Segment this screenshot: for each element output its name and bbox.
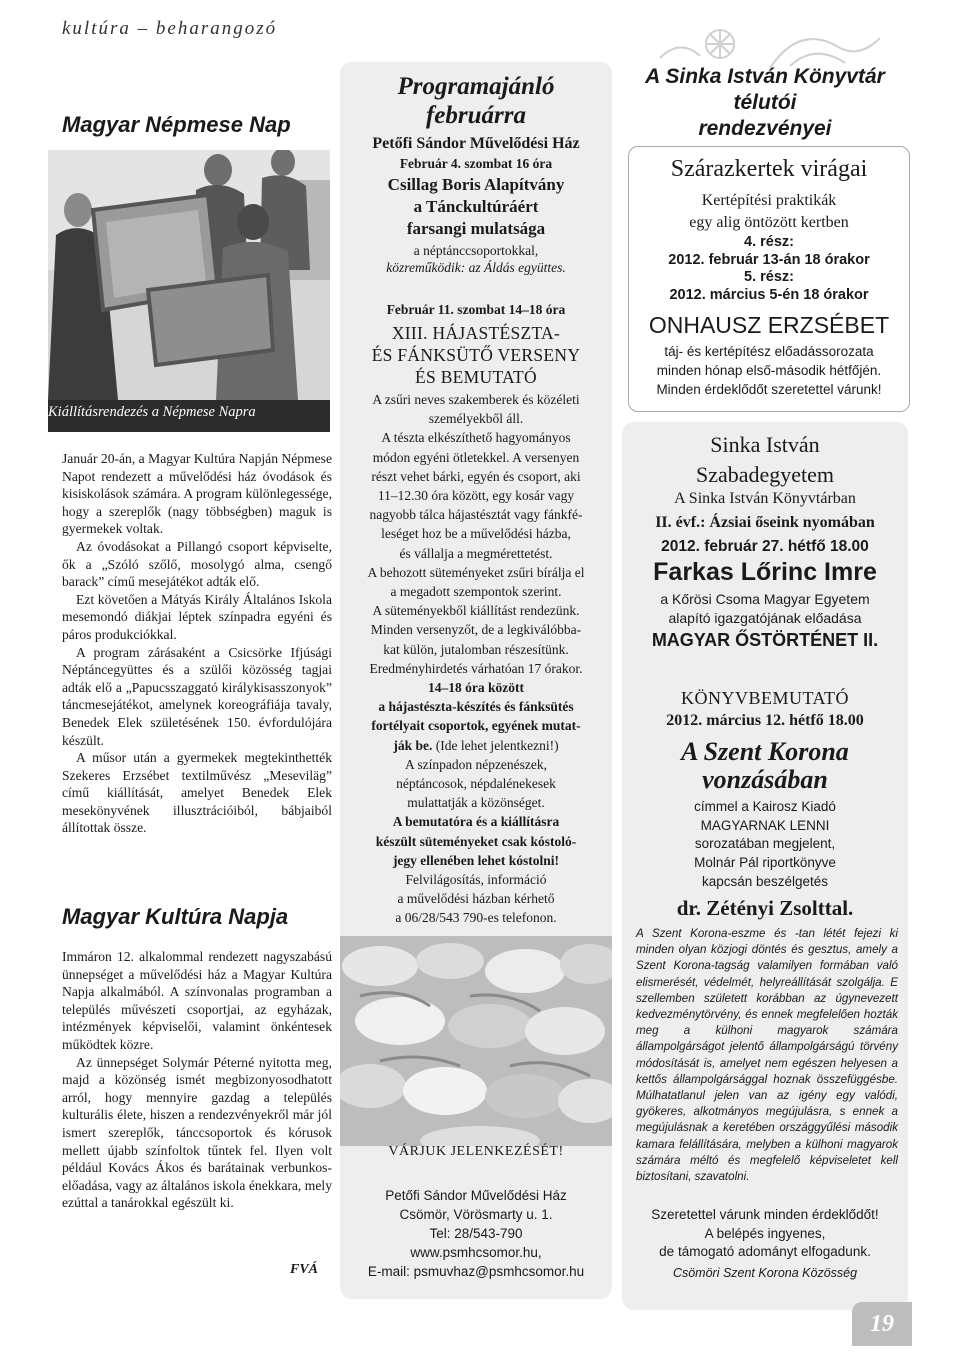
desc-line: táj- és kertépítész előadássorozata <box>664 344 874 359</box>
title-line: vonzásában <box>702 765 828 794</box>
free-university-course: II. évf.: Ázsiai őseink nyomában <box>655 514 875 531</box>
garden-lecture-title: Szárazkertek virágai <box>670 156 868 182</box>
title-line: A Szent Korona <box>681 737 849 766</box>
sub-line: egy alig öntözött kertben <box>689 214 849 231</box>
call-to-action: VÁRJUK JELENKEZÉSÉT! <box>388 1144 564 1159</box>
garden-lecture-sub <box>628 190 910 234</box>
photo-pastries <box>340 936 612 1146</box>
body-line: személyekből áll. <box>428 411 524 427</box>
desc-line: Minden érdeklődőt szeretettel várunk! <box>656 382 882 397</box>
photo-exhibition <box>48 150 330 432</box>
event2-title <box>340 322 612 388</box>
body-line: részt vehet bárki, egyén és csoport, aki <box>371 468 581 484</box>
body-line: mulattatják a közönséget. <box>407 795 545 811</box>
body-line: fortélyait csoportok, egyének mutat- <box>371 718 581 734</box>
body-line: A zsűri neves szakemberek és közéleti <box>372 392 580 407</box>
body-line: néptáncosok, népdalénekesek <box>396 776 556 792</box>
closing <box>622 1206 908 1262</box>
title-line: XIII. HÁJASTÉSZTA- <box>391 323 561 343</box>
body-line: 11–12.30 óra között, egy kosár vagy <box>377 488 575 504</box>
library-title <box>622 64 908 142</box>
garden-lecture-desc <box>628 342 910 399</box>
contact-line: Tel: 28/543-790 <box>429 1226 523 1241</box>
paragraph: Immáron 12. alkalommal rendezett nagyszabású ünnepséget a művelődési ház a Magyar Kultúra Napja alkalmából. A színvonalas programban a település művészeti csoportjai, az egyházak, intézmények képviselői, valamint önkéntesek működtek közre. <box>62 949 332 1052</box>
body-line: nagyobb tálca hájastésztát vagy fánkfé- <box>369 507 583 523</box>
garden-lecture-speaker: ONHAUSZ ERZSÉBET <box>648 312 890 338</box>
body-line: Minden versenyzőt, de a legkiválóbba- <box>370 622 582 638</box>
desc-line: a Kőrösi Csoma Magyar Egyetem <box>660 591 870 607</box>
book-guest: dr. Zétényi Zsolttal. <box>676 896 854 920</box>
desc-line: sorozatában megjelent, <box>694 836 836 852</box>
body-line: A tészta elkészíthető hagyományos <box>381 430 571 446</box>
event2-date: Február 11. szombat 14–18 óra <box>386 302 566 317</box>
paragraph: A program zárásaként a Csicsörke Ifjúsági Néptáncegyüttes és a szülői közösség tagjai adták elő a „Papucsszaggató királykisasszonyok” táncmesejátékot, amelynek koreográfiája tavaly, Benedek Elek születésének 150. évfordulójára készült. <box>62 644 332 748</box>
pastries-image <box>340 936 612 1146</box>
title-line: Szabadegyetem <box>695 462 835 487</box>
free-university-speaker: Farkas Lőrinc Imre <box>653 558 877 586</box>
page-number: 19 <box>852 1302 912 1346</box>
photo-caption: Kiállításrendezés a Népmese Napra <box>48 404 256 420</box>
paragraph: Január 20-án, a Magyar Kultúra Napján Népmese Napot rendezett a művelődési ház óvodások és kisiskolások számára. A program különlegessége, hogy a szereplők (nagy többségben) maguk is gyermekek voltak. <box>62 451 332 537</box>
date-line: 5. rész: <box>744 269 794 285</box>
title-line: Programajánló <box>397 73 555 100</box>
body-line: kat külön, jutalomban részesítünk. <box>383 641 569 657</box>
paragraph: Az óvodásokat a Pillangó csoport képviselte, ők a „Szóló szőlő, mosolygó alma, csengő barack” című mesejátékot adták elő. <box>62 538 332 590</box>
body-note: (Ide lehet jelentkezni!) <box>435 737 559 753</box>
book-body: A Szent Korona-eszme és -tan létét fejezi ki minden olyan közjogi döntés és gesztus, amely a Szent Korona-tagság valamilyen formában való elismerését, védelmét, helyreállítását szolgálja. E szellemben született korábban az úgynevezett kedvezménytörvény, és ennek megfelelően hozták meg a külhoni magyarok számára állampolgárságot jelentő állampolgárságú törvény módosítását is, amelyet nem egészen helyesen a kettős állampolgársággal hoznak összefüggésbe. Múlhatatlanul jelen van az igény egy valódi, gyökeres, alkotmányos megújulásra, s ennek a megújulásnak a keretében országgyűlési második kamara felállítására, melyben a külhoni magyarok számára méltó és megfelelő képviseletet kell biztosítani, szavatolni. <box>636 927 898 1184</box>
desc-line: Molnár Pál riportkönyve <box>694 855 836 871</box>
desc-line: közreműködik: az Áldás együttes. <box>386 260 566 275</box>
signature: FVÁ <box>290 1262 319 1277</box>
body-line: a 06/28/543 790-es telefonon. <box>395 910 557 926</box>
article2-title: Magyar Kultúra Napja <box>62 904 289 929</box>
contact-line: Petőfi Sándor Művelődési Ház <box>385 1188 567 1203</box>
paragraph: Az ünnepséget Solymár Péterné nyitotta meg, majd a közönség ismét megbizonyosodhatott arról, hogy mennyire gazdag a település kulturális élete, hiszen a rendezvényekről már jól ismert szereplők, tánccsoportok és kórusok mellett újabb színfoltok tűntek fel. Ilyen volt például Kovács Ákos és barátainak verbunkos-előadása, vagy az általános iskola énekkara, mely ezúttal a tanárokkal egészült ki. <box>62 1054 332 1211</box>
free-university-desc <box>622 590 908 628</box>
book-desc <box>622 798 908 892</box>
book-heading: KÖNYVBEMUTATÓ <box>680 688 850 708</box>
body-line: a művelődési házban kérhető <box>397 891 555 907</box>
body-line: A behozott süteményeket zsűri bírálja el <box>367 564 585 580</box>
sub-line: Kertépítési praktikák <box>701 192 837 209</box>
paragraph: Ezt követően a Mátyás Király Általános Iskola mesemondó diákjai léptek színpadra egyéni és páros produkciókkal. <box>62 591 332 642</box>
contact-website[interactable]: www.psmhcsomor.hu, <box>410 1245 542 1260</box>
free-university-title <box>622 430 908 490</box>
title-line: ÉS BEMUTATÓ <box>415 367 537 387</box>
contact-info <box>340 1186 612 1281</box>
photo-image <box>48 150 330 432</box>
desc-line: alapító igazgatójának előadása <box>668 610 862 626</box>
desc-line: címmel a Kairosz Kiadó <box>694 799 836 814</box>
body-line: és vállalja a megmérettetést. <box>399 545 553 561</box>
desc-line: kapcsán beszélgetés <box>701 873 829 889</box>
article1-body <box>62 450 332 837</box>
article2-body <box>62 948 332 1212</box>
body-line: a megadott szempontok szerint. <box>390 584 562 600</box>
closing-line: de támogató adományt elfogadunk. <box>659 1244 871 1259</box>
event2-body <box>340 390 612 928</box>
contact-email[interactable]: E-mail: psmuvhaz@psmhcsomor.hu <box>367 1264 585 1279</box>
title-line: Sinka István <box>710 432 820 457</box>
body-line: módon egyéni ötletekkel. A versenyen <box>372 449 580 465</box>
date-line: 4. rész: <box>744 234 794 250</box>
body-line: Eredményhirdetés várhatóan 17 órakor. <box>369 660 583 676</box>
article1-title: Magyar Népmese Nap <box>62 112 291 137</box>
title-line: télutói <box>733 91 797 114</box>
body-line: Felvilágosítás, információ <box>405 872 547 888</box>
date-line: 2012. február 13-án 18 órakor <box>668 251 870 268</box>
title-line: februárra <box>425 102 526 129</box>
title-line: A Sinka István Könyvtár <box>645 65 885 88</box>
body-line: A bemutatóra és a kiállításra <box>392 814 560 830</box>
title-line: rendezvényei <box>698 117 832 140</box>
date-line: 2012. március 5-én 18 órakor <box>669 286 869 303</box>
paragraph: A műsor után a gyermekek megtekinthették Szekeres Erzsébet textilművész „Meseviläg” című kiállítását, amelyet Benedek Elek mesekönyvének illusztrációiból, bábjaiból állítottak össze. <box>62 750 332 836</box>
organizer: Csömöri Szent Korona Közösség <box>672 1266 858 1280</box>
free-university-date: 2012. február 27. hétfő 18.00 <box>661 538 869 555</box>
book-date: 2012. március 12. hétfő 18.00 <box>666 712 864 729</box>
venue: Petőfi Sándor Művelődési Ház <box>372 135 580 152</box>
body-line: 14–18 óra között <box>428 680 524 696</box>
free-university-topic: MAGYAR ŐSTÖRTÉNET II. <box>651 630 879 650</box>
desc-line: MAGYARNAK LENNI <box>700 817 830 833</box>
free-university-venue: A Sinka István Könyvtárban <box>674 490 856 507</box>
body-line: készült süteményeket csak kóstoló- <box>375 833 577 849</box>
book-title <box>622 738 908 794</box>
body-line: ják be. <box>393 737 433 753</box>
garden-lecture-dates <box>628 234 910 304</box>
desc-line: a néptánccsoportokkal, <box>413 243 539 258</box>
closing-line: Szeretettel várunk minden érdeklődőt! <box>651 1207 879 1222</box>
title-line: a Tánckultúráért <box>413 197 539 216</box>
contact-line: Csömör, Vörösmarty u. 1. <box>399 1207 553 1222</box>
title-line: ÉS FÁNKSÜTŐ VERSENY <box>371 345 581 365</box>
desc-line: minden hónap első-második hétfőjén. <box>656 363 882 378</box>
body-line: a hájastészta-készítés és fánksütés <box>378 699 574 715</box>
closing-line: A belépés ingyenes, <box>704 1225 826 1241</box>
body-line: leséget hoz be a művelődési házba, <box>381 526 571 542</box>
event1-title <box>340 174 612 240</box>
body-line: A színpadon népzenészek, <box>404 756 548 772</box>
section-header: kultúra – beharangozó <box>62 18 278 39</box>
event1-desc <box>340 242 612 276</box>
title-line: Csillag Boris Alapítvány <box>387 175 565 194</box>
event1-date: Február 4. szombat 16 óra <box>399 156 553 171</box>
program-title <box>340 72 612 130</box>
body-line: A süteményekből kiállítást rendezünk. <box>372 603 580 619</box>
body-line: jegy ellenében lehet kóstolni! <box>392 852 560 868</box>
title-line: farsangi mulatsága <box>406 219 546 238</box>
